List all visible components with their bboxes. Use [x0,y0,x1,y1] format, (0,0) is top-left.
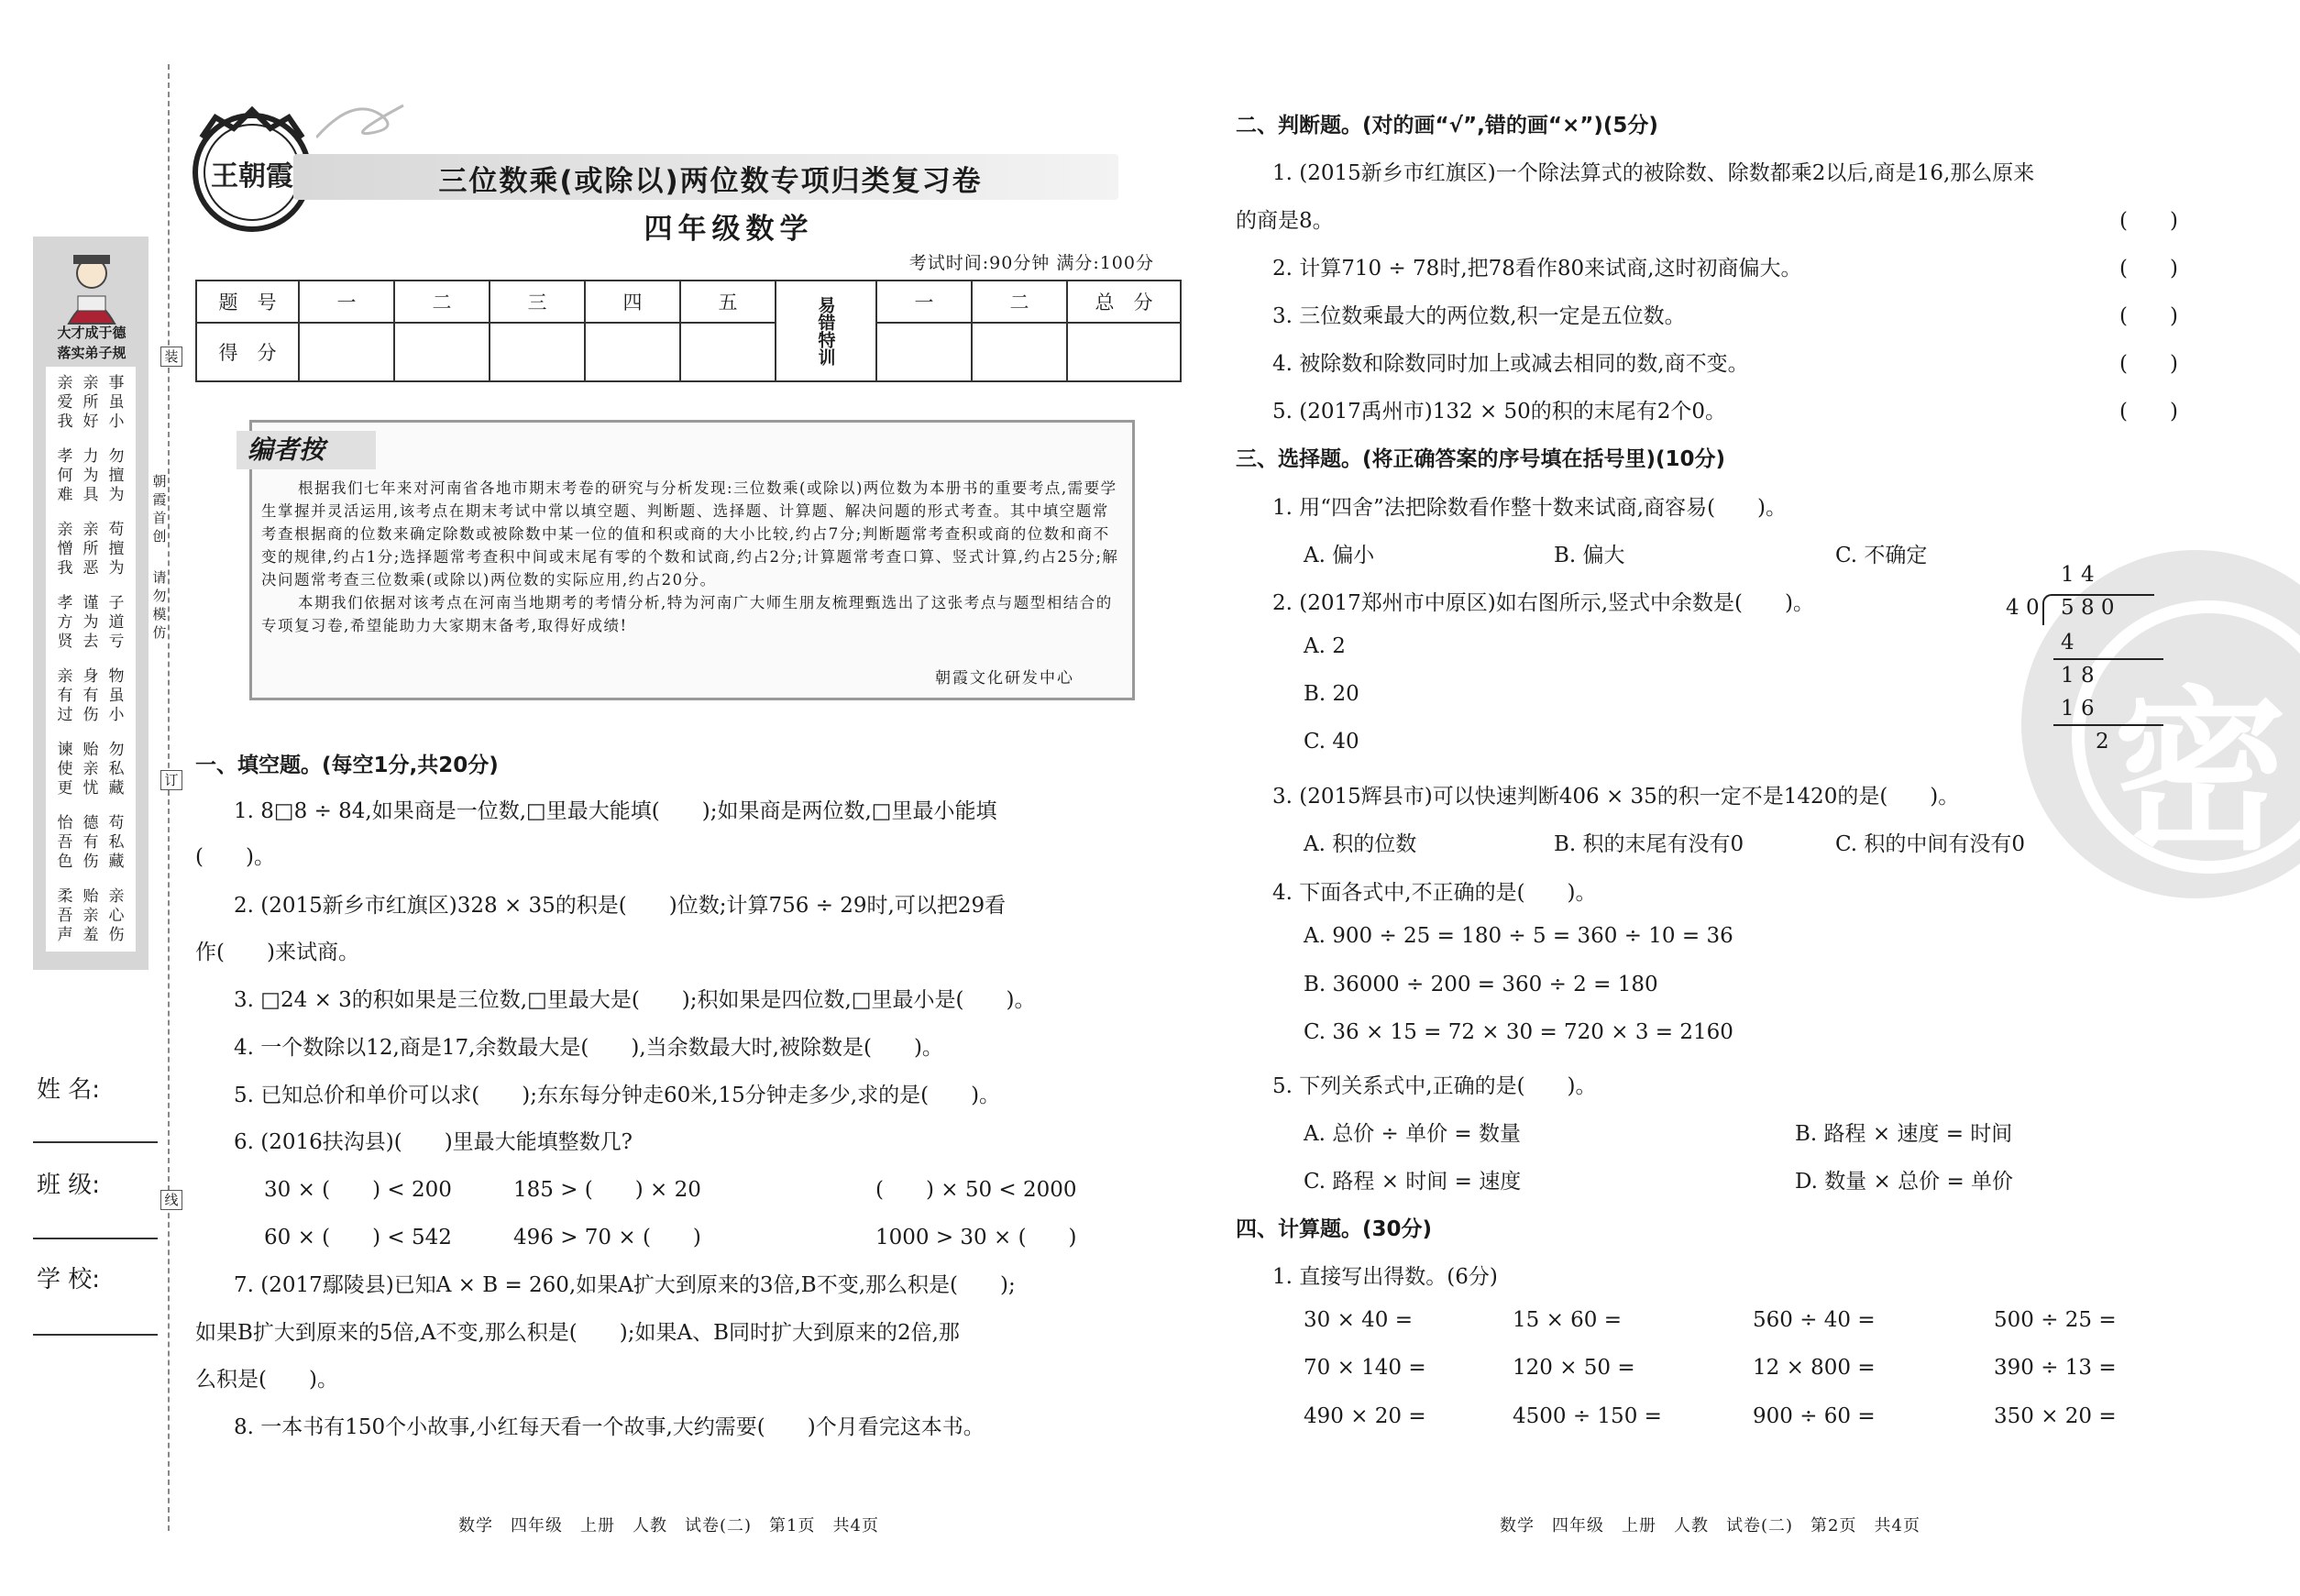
poem-column: 力为具 [83,447,99,504]
s3-q5-opt: B. 路程 × 速度 = 时间 [1795,1122,2013,1146]
s3-q3-opt: B. 积的末尾有没有0 [1554,832,1744,856]
score-row-label: 得 分 [196,323,299,381]
score-header-cell: 三 [490,281,585,323]
s3-q2: 2. (2017郑州市中原区)如右图所示,竖式中余数是( )。 [1272,591,1814,615]
s1-q1b: ( )。 [195,845,275,869]
s2-q4: 4. 被除数和除数同时加上或减去相同的数,商不变。 [1272,352,1749,376]
section3-title: 三、选择题。(将正确答案的序号填在括号里)(10分) [1236,447,1726,471]
poem-column: 亲所好 [83,374,99,431]
s3-q4-opt: C. 36 × 15 = 72 × 30 = 720 × 3 = 2160 [1304,1020,1733,1044]
s3-q1: 1. 用“四舍”法把除数看作整十数来试商,商容易( )。 [1272,496,1788,520]
s3-q5: 5. 下列关系式中,正确的是( )。 [1272,1074,1597,1098]
s2-q2: 2. 计算710 ÷ 78时,把78看作80来试商,这时初商偏大。 [1272,257,1802,281]
poem-column: 谏使更 [57,741,73,798]
fold-mark-xian: 线 [160,1190,182,1210]
s2-q3: 3. 三位数乘最大的两位数,积一定是五位数。 [1272,304,1686,328]
poem-column: 苟擅为 [108,521,125,578]
s1-q6-item: ( ) × 50 < 2000 [875,1178,1077,1202]
calc-item: 490 × 20 = [1304,1404,1426,1428]
s3-q2-opt: A. 2 [1304,634,1346,658]
calc-item: 350 × 20 = [1994,1404,2117,1428]
poem-column: 谨为去 [83,594,99,651]
calc-item: 390 ÷ 13 = [1994,1356,2117,1380]
s2-answer-paren[interactable]: ( ) [2119,257,2178,281]
s2-answer-paren[interactable]: ( ) [2119,400,2178,424]
poem-column: 亲所恶 [83,521,99,578]
s3-q1-opt: B. 偏大 [1554,544,1625,567]
poem-column: 孝何难 [57,447,73,504]
s1-q6-item: 1000 > 30 × ( ) [875,1226,1077,1249]
section2-title: 二、判断题。(对的画“√”,错的画“×”)(5分) [1236,114,1658,138]
poem-column: 亲有过 [57,667,73,724]
fold-mark-ding: 订 [160,770,182,790]
score-header-cell: 四 [585,281,680,323]
s2-answer-paren[interactable]: ( ) [2119,209,2178,233]
calc-item: 560 ÷ 40 = [1753,1308,1876,1332]
score-input-cell[interactable] [490,323,585,381]
score-input-cell[interactable] [680,323,776,381]
editor-note-sign: 朝霞文化研发中心 [935,669,1074,688]
school-field[interactable] [33,1334,158,1336]
school-label: 学 校: [37,1266,101,1293]
poem-column: 贻亲忧 [83,741,99,798]
poem-column: 贻亲羞 [83,887,99,944]
s3-q3-opt: C. 积的中间有没有0 [1835,832,2026,856]
motto-bottom: 落实弟子规 [57,345,127,361]
s1-q7a: 7. (2017鄢陵县)已知A × B = 260,如果A扩大到原来的3倍,B不变,那么积是( ); [234,1273,1016,1297]
calc-item: 120 × 50 = [1513,1356,1635,1380]
s1-q4: 4. 一个数除以12,商是17,余数最大是( ),当余数最大时,被除数是( )。 [234,1036,943,1060]
poem-column: 勿擅为 [108,447,125,504]
s3-q3: 3. (2015辉县市)可以快速判断406 × 35的积一定不是1420的是( )。 [1272,785,1960,809]
motto-top: 大才成于德 [57,325,127,341]
s3-q5-opt: C. 路程 × 时间 = 速度 [1304,1170,1522,1194]
division-quotient: 1 4 [2061,563,2095,587]
s3-q1-opt: C. 不确定 [1835,544,1928,567]
s1-q3: 3. □24 × 3的积如果是三位数,□里最大是( );积如果是四位数,□里最小是( )。 [234,988,1036,1012]
page-title: 三位数乘(或除以)两位数专项归类复习卷 [438,165,983,198]
s3-q2-opt: C. 40 [1304,730,1359,754]
poem-column: 亲憎我 [57,521,73,578]
logo-text: 王朝霞 [211,160,293,193]
score-header-cell: 二 [972,281,1067,323]
s2-q1a: 1. (2015新乡市红旗区)一个除法算式的被除数、除数都乘2以后,商是16,那么原来 [1272,161,2035,185]
score-header-cell: 五 [680,281,776,323]
exam-info: 考试时间:90分钟 满分:100分 [908,253,1154,273]
s1-q7b: 如果B扩大到原来的5倍,A不变,那么积是( );如果A、B同时扩大到原来的2倍,那 [195,1321,960,1345]
poem-column: 亲爱我 [57,374,73,431]
poem-column: 德有伤 [83,814,99,871]
seal-char: 密 [2112,671,2287,874]
division-dividend: 5 8 0 [2061,596,2115,620]
s2-answer-paren[interactable]: ( ) [2119,304,2178,328]
vertical-note-no-copy: 请勿模仿 [152,569,167,641]
s3-q4-opt: A. 900 ÷ 25 = 180 ÷ 5 = 360 ÷ 10 = 36 [1304,924,1733,948]
class-field[interactable] [33,1238,158,1239]
s3-q4: 4. 下面各式中,不正确的是( )。 [1272,881,1597,905]
page-subtitle: 四年级数学 [644,213,814,246]
s1-q6-item: 30 × ( ) < 200 [264,1178,452,1202]
score-header-cell: 一 [876,281,972,323]
poem-column: 身有伤 [83,667,99,724]
editor-note-text [261,477,1123,637]
section1-title: 一、填空题。(每空1分,共20分) [195,754,499,777]
class-label: 班 级: [37,1172,101,1199]
s3-q5-opt: A. 总价 ÷ 单价 = 数量 [1304,1122,1522,1146]
poem-column: 勿私藏 [108,741,125,798]
division-remainder: 2 [2096,730,2109,754]
score-input-cell[interactable] [394,323,490,381]
footer-left: 数学 四年级 上册 人教 试卷(二) 第1页 共4页 [458,1516,879,1535]
footer-right: 数学 四年级 上册 人教 试卷(二) 第2页 共4页 [1500,1516,1920,1535]
s2-q5: 5. (2017禹州市)132 × 50的积的末尾有2个0。 [1272,400,1727,424]
poem-column: 苟私藏 [108,814,125,871]
ribbon-decoration [316,96,408,151]
s1-q1a: 1. 8□8 ÷ 84,如果商是一位数,□里最大能填( );如果商是两位数,□里最小能填 [234,799,997,823]
score-header-cell: 易错特训 [776,281,876,381]
score-header-cell: 二 [394,281,490,323]
poem-column: 柔吾声 [57,887,73,944]
s3-q5-opt: D. 数量 × 总价 = 单价 [1795,1170,2014,1194]
division-step: 1 6 [2061,697,2095,721]
division-divisor: 4 0 [2006,596,2040,620]
section4-title: 四、计算题。(30分) [1236,1217,1433,1241]
s1-q8: 8. 一本书有150个小故事,小红每天看一个故事,大约需要( )个月看完这本书。 [234,1415,985,1439]
s3-q4-opt: B. 36000 ÷ 200 = 360 ÷ 2 = 180 [1304,973,1658,996]
division-rule [2053,724,2163,726]
name-label: 姓 名: [37,1076,101,1104]
score-header-cell: 一 [299,281,394,323]
poem-column: 事虽小 [108,374,125,431]
score-input-cell[interactable] [299,323,394,381]
binding-line [168,64,170,1531]
division-step: 4 [2061,631,2074,655]
score-header-cell: 题 号 [196,281,299,323]
division-rule [2053,658,2163,660]
poem-column: 子道亏 [108,594,125,651]
score-input-cell[interactable] [585,323,680,381]
scholar-figure-icon [50,246,133,328]
score-header-cell: 总 分 [1067,281,1181,323]
score-table [195,280,1182,382]
s2-q1b: 的商是8。 [1236,209,1334,233]
calc-item: 30 × 40 = [1304,1308,1414,1332]
s1-q5: 5. 已知总价和单价可以求( );东东每分钟走60米,15分钟走多少,求的是( )。 [234,1084,1001,1107]
s2-answer-paren[interactable]: ( ) [2119,352,2178,376]
editor-note-p1: 根据我们七年来对河南省各地市期末考卷的研究与分析发现:三位数乘(或除以)两位数为本册书的重要考点,需要学生掌握并灵活运用,该考点在期末考试中常以填空题、判断题、选择题、计算题、解决问题的形式考查。其中填空题常考查根据商的位数来确定除数或被除数中某一位的值和积或商的大小比较,约占7分;判断题常考查积或商的位数和商不变的规律,约占1分;选择题常考查积中间或末尾有零的个数和试商,约占2分;计算题常考查口算、竖式计算,约占25分;解决问题常考查三位数乘(或除以)两位数的实际应用,约占20分。 [261,479,1119,589]
vertical-note-original: 朝霞首创 [152,473,167,545]
calc-item: 4500 ÷ 150 = [1513,1404,1662,1428]
calc-item: 15 × 60 = [1513,1308,1623,1332]
s1-q6-item: 496 > 70 × ( ) [513,1226,701,1249]
calc-item: 12 × 800 = [1753,1356,1876,1380]
poem-column: 物虽小 [108,667,125,724]
fold-mark-zhuang: 装 [160,347,182,367]
s4-q1: 1. 直接写出得数。(6分) [1272,1265,1498,1289]
editor-note-p2: 本期我们依据对该考点在河南当地期考的考情分析,特为河南广大师生朋友梳理甄选出了这张考点与题型相结合的专项复习卷,希望能助力大家期末备考,取得好成绩! [261,594,1113,634]
score-input-cell[interactable] [876,323,972,381]
s3-q2-opt: B. 20 [1304,682,1359,706]
calc-item: 900 ÷ 60 = [1753,1404,1876,1428]
s3-q1-opt: A. 偏小 [1304,544,1375,567]
s1-q7c: 么积是( )。 [195,1368,338,1392]
poem-column: 怡吾色 [57,814,73,871]
poem-column: 亲心伤 [108,887,125,944]
s1-q6: 6. (2016扶沟县)( )里最大能填整数几? [234,1130,633,1154]
poem-column: 孝方贤 [57,594,73,651]
division-step: 1 8 [2061,664,2095,688]
s1-q6-item: 185 > ( ) × 20 [513,1178,701,1202]
s1-q6-item: 60 × ( ) < 542 [264,1226,452,1249]
calc-item: 70 × 140 = [1304,1356,1426,1380]
score-input-cell[interactable] [1067,323,1181,381]
s3-q3-opt: A. 积的位数 [1304,832,1417,856]
s1-q2a: 2. (2015新乡市红旗区)328 × 35的积是( )位数;计算756 ÷ 29时,可以把29看 [234,894,1007,918]
s1-q2b: 作( )来试商。 [195,941,359,964]
score-input-cell[interactable] [972,323,1067,381]
name-field[interactable] [33,1141,158,1143]
editor-note-title: 编者按 [237,431,376,469]
calc-item: 500 ÷ 25 = [1994,1308,2117,1332]
